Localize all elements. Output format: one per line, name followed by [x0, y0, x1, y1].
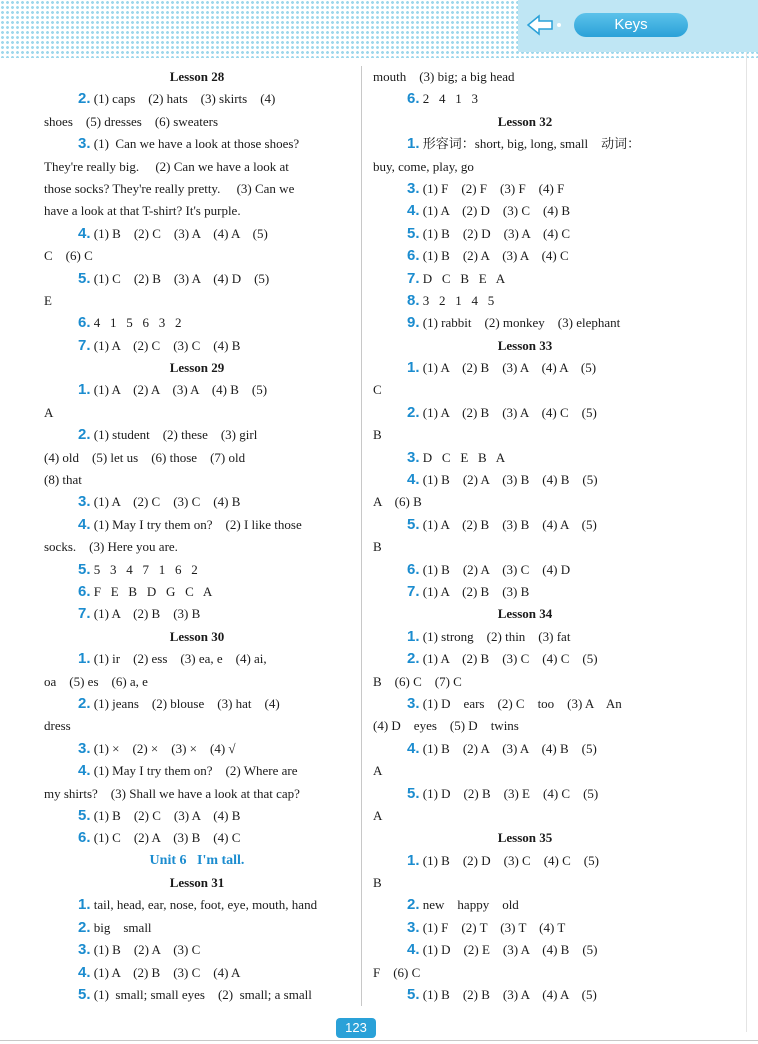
question-number: 2. — [407, 650, 420, 668]
question-number: 7. — [407, 582, 420, 600]
answer-line — [373, 581, 677, 603]
answer-line — [44, 805, 350, 827]
answer-continuation: A — [373, 763, 383, 779]
question-number: 1. — [78, 896, 91, 914]
question-number: 2. — [407, 403, 420, 421]
answer-line — [373, 312, 677, 334]
answer-continuation: C (6) C — [44, 248, 93, 264]
answer-line — [44, 559, 350, 581]
answer-line — [44, 603, 350, 625]
answer-line — [373, 783, 677, 805]
question-number: 5. — [407, 784, 420, 802]
answer-text: (1) B (2) C (3) A (4) A (5) — [93, 225, 268, 241]
question-number: 4. — [78, 762, 91, 780]
question-number: 3. — [78, 739, 91, 757]
answer-line — [373, 223, 677, 245]
answer-line — [44, 984, 350, 1006]
answer-line — [44, 581, 350, 603]
answer-continuation: those socks? They're really pretty. (3) Can we — [44, 180, 295, 196]
answer-text: (1) B (2) A (3) A (4) B (5) — [422, 740, 597, 756]
answer-line — [373, 559, 677, 581]
answer-continuation: B — [373, 539, 382, 555]
answer-text: 4 1 5 6 3 2 — [93, 315, 182, 331]
answer-line — [373, 402, 677, 424]
answer-continuation: dress — [44, 718, 71, 734]
answer-text: (1) May I try them on? (2) I like those — [93, 516, 302, 532]
answer-text: (1) A (2) B (3) B — [422, 583, 530, 599]
answer-text: (1) B (2) D (3) A (4) C — [422, 225, 571, 241]
question-number: 1. — [78, 650, 91, 668]
answer-text: 3 2 1 4 5 — [422, 292, 495, 308]
answer-line — [373, 648, 677, 670]
question-number: 3. — [78, 493, 91, 511]
question-number: 5. — [78, 806, 91, 824]
answer-continuation: oa (5) es (6) a, e — [44, 673, 148, 689]
answer-text: (1) A (2) B (3) C (4) C (5) — [422, 651, 598, 667]
answer-line — [373, 357, 677, 379]
answer-line — [373, 850, 677, 872]
answer-line — [44, 917, 350, 939]
answer-text: (1) A (2) B (3) C (4) A — [93, 964, 241, 980]
answer-line — [44, 894, 350, 916]
answer-text: (1) × (2) × (3) × (4) √ — [93, 740, 236, 756]
answer-continuation: B — [373, 427, 382, 443]
answer-line — [44, 312, 350, 334]
question-number: 4. — [407, 941, 420, 959]
right-column — [373, 66, 677, 1006]
unit-heading: Unit 6 I'm tall. — [149, 852, 245, 868]
question-number: 5. — [78, 560, 91, 578]
answer-text: (1) B (2) B (3) A (4) A (5) — [422, 987, 597, 1003]
question-number: 2. — [78, 694, 91, 712]
answer-text: (1) A (2) B (3) B — [93, 606, 201, 622]
answer-continuation: socks. (3) Here you are. — [44, 539, 178, 555]
answer-text: (1) B (2) A (3) C — [93, 942, 201, 958]
answer-line — [44, 514, 350, 536]
answer-line — [44, 88, 350, 110]
answer-line — [44, 491, 350, 513]
answer-line — [373, 693, 677, 715]
lesson-heading: Lesson 32 — [497, 113, 553, 129]
column-divider — [361, 66, 362, 1006]
answer-line — [373, 447, 677, 469]
answer-line — [373, 290, 677, 312]
answer-text: 5 3 4 7 1 6 2 — [93, 561, 198, 577]
answer-line — [44, 939, 350, 961]
answer-line — [44, 693, 350, 715]
answer-continuation: F (6) C — [373, 964, 421, 980]
question-number: 2. — [78, 90, 91, 108]
answer-text: (1) ir (2) ess (3) ea, e (4) ai, — [93, 651, 267, 667]
answer-line — [44, 268, 350, 290]
question-number: 6. — [78, 314, 91, 332]
answer-text: (1) C (2) A (3) B (4) C — [93, 830, 241, 846]
answer-continuation: mouth (3) big; a big head — [373, 69, 515, 84]
answer-text: (1) B (2) A (3) B (4) B (5) — [422, 472, 598, 488]
answer-continuation: (8) that — [44, 472, 82, 488]
question-number: 4. — [78, 224, 91, 242]
keys-label: Keys — [614, 16, 648, 33]
answer-continuation: They're really big. (2) Can we have a look at — [44, 158, 289, 174]
answer-continuation: C — [373, 382, 382, 398]
answer-text: 2 4 1 3 — [422, 91, 479, 107]
answer-line — [44, 648, 350, 670]
answer-text: (1) B (2) D (3) C (4) C (5) — [422, 852, 599, 868]
answer-line — [373, 894, 677, 916]
question-number: 7. — [78, 605, 91, 623]
lesson-heading: Lesson 31 — [169, 875, 225, 891]
answer-line — [44, 335, 350, 357]
answer-text: new happy old — [422, 897, 519, 913]
back-arrow-icon — [526, 14, 564, 36]
lesson-heading: Lesson 30 — [169, 628, 225, 644]
answer-text: (1) B (2) C (3) A (4) B — [93, 807, 241, 823]
answer-continuation: A — [44, 404, 54, 420]
answer-line — [44, 760, 350, 782]
question-number: 4. — [78, 515, 91, 533]
answer-continuation: A — [373, 807, 383, 823]
answer-text: (1) A (2) B (3) B (4) A (5) — [422, 516, 597, 532]
question-number: 4. — [407, 202, 420, 220]
answer-line — [373, 469, 677, 491]
answer-text: (1) caps (2) hats (3) skirts (4) — [93, 91, 276, 107]
answer-text: (1) D (2) E (3) A (4) B (5) — [422, 942, 598, 958]
answer-text: tail, head, ear, nose, foot, eye, mouth, hand — [93, 897, 318, 913]
question-number: 2. — [407, 896, 420, 914]
answer-line — [44, 133, 350, 155]
question-number: 4. — [78, 963, 91, 981]
question-number: 3. — [78, 941, 91, 959]
answer-continuation: have a look at that T-shirt? It's purple. — [44, 203, 241, 219]
answer-text: (1) strong (2) thin (3) fat — [422, 628, 571, 644]
answer-text: (1) C (2) B (3) A (4) D (5) — [93, 270, 270, 286]
lesson-heading: Lesson 29 — [169, 360, 225, 376]
answer-line — [373, 917, 677, 939]
answer-line — [373, 178, 677, 200]
answer-text: (1) May I try them on? (2) Where are — [93, 763, 298, 779]
answer-line — [44, 962, 350, 984]
left-column — [44, 66, 350, 1006]
answer-continuation: B — [373, 875, 382, 891]
answer-continuation: shoes (5) dresses (6) sweaters — [44, 113, 219, 129]
question-number: 1. — [407, 359, 420, 377]
question-number: 8. — [407, 291, 420, 309]
question-number: 4. — [407, 739, 420, 757]
question-number: 6. — [407, 560, 420, 578]
answer-text: (1) Can we have a look at those shoes? — [93, 136, 300, 152]
question-number: 5. — [78, 986, 91, 1004]
lesson-heading: Lesson 35 — [497, 830, 553, 846]
answer-continuation: E — [44, 292, 52, 308]
question-number: 9. — [407, 314, 420, 332]
page-number: 123 — [336, 1018, 376, 1038]
answer-text: 形容词：short, big, long, small 动词： — [422, 136, 641, 152]
question-number: 2. — [78, 426, 91, 444]
answer-line — [44, 379, 350, 401]
answer-line — [44, 223, 350, 245]
question-number: 3. — [78, 135, 91, 153]
question-number: 1. — [78, 381, 91, 399]
answer-line — [373, 133, 677, 155]
question-number: 6. — [78, 582, 91, 600]
answer-line — [373, 245, 677, 267]
answer-line — [373, 200, 677, 222]
question-number: 7. — [407, 269, 420, 287]
question-number: 5. — [407, 224, 420, 242]
question-number: 5. — [78, 269, 91, 287]
answer-line — [373, 268, 677, 290]
answer-continuation: (4) old (5) let us (6) those (7) old — [44, 449, 246, 465]
answer-line — [373, 939, 677, 961]
bottom-rule — [0, 1040, 758, 1041]
question-number: 5. — [407, 515, 420, 533]
answer-text: (1) A (2) A (3) A (4) B (5) — [93, 382, 268, 398]
answer-continuation: my shirts? (3) Shall we have a look at that cap? — [44, 785, 300, 801]
answer-text: (1) D (2) B (3) E (4) C (5) — [422, 785, 599, 801]
answer-text: (1) A (2) B (3) A (4) C (5) — [422, 404, 597, 420]
answer-text: (1) small; small eyes (2) small; a small — [93, 987, 312, 1003]
answer-text: (1) D ears (2) C too (3) A An — [422, 695, 622, 711]
page-header — [0, 0, 758, 58]
question-number: 3. — [407, 918, 420, 936]
question-number: 6. — [407, 90, 420, 108]
answer-line — [44, 827, 350, 849]
lesson-heading: Lesson 33 — [497, 337, 553, 353]
question-number: 1. — [407, 627, 420, 645]
question-number: 3. — [407, 448, 420, 466]
answer-continuation: buy, come, play, go — [373, 158, 474, 174]
answer-text: (1) A (2) C (3) C (4) B — [93, 494, 241, 510]
answer-continuation: A (6) B — [373, 494, 422, 510]
answer-text: (1) rabbit (2) monkey (3) elephant — [422, 315, 621, 331]
answer-continuation: B (6) C (7) C — [373, 673, 462, 689]
answer-continuation: (4) D eyes (5) D twins — [373, 718, 519, 734]
question-number: 6. — [407, 247, 420, 265]
answer-line — [373, 514, 677, 536]
answer-text: (1) B (2) A (3) A (4) C — [422, 248, 569, 264]
answer-text: (1) F (2) T (3) T (4) T — [422, 919, 566, 935]
question-number: 7. — [78, 336, 91, 354]
question-number: 1. — [407, 851, 420, 869]
answer-line — [373, 738, 677, 760]
question-number: 1. — [407, 135, 420, 153]
answer-text: (1) A (2) C (3) C (4) B — [93, 337, 241, 353]
answer-text: F E B D G C A — [93, 583, 213, 599]
answer-line — [373, 984, 677, 1006]
answer-line — [44, 738, 350, 760]
answer-text: D C E B A — [422, 449, 506, 465]
answer-text: big small — [93, 919, 152, 935]
answer-line — [373, 88, 677, 110]
answer-text: (1) A (2) B (3) A (4) A (5) — [422, 360, 597, 376]
lesson-heading: Lesson 28 — [169, 69, 225, 84]
answer-text: D C B E A — [422, 270, 506, 286]
answer-text: (1) jeans (2) blouse (3) hat (4) — [93, 695, 280, 711]
lesson-heading: Lesson 34 — [497, 606, 553, 622]
question-number: 4. — [407, 471, 420, 489]
question-number: 5. — [407, 986, 420, 1004]
answer-line — [44, 424, 350, 446]
question-number: 2. — [78, 918, 91, 936]
page-edge — [746, 52, 747, 1032]
answer-text: (1) F (2) F (3) F (4) F — [422, 180, 565, 196]
answer-line — [373, 626, 677, 648]
question-number: 3. — [407, 179, 420, 197]
answer-text: (1) B (2) A (3) C (4) D — [422, 561, 571, 577]
question-number: 3. — [407, 694, 420, 712]
answer-text: (1) A (2) D (3) C (4) B — [422, 203, 571, 219]
answer-text: (1) student (2) these (3) girl — [93, 427, 258, 443]
question-number: 6. — [78, 829, 91, 847]
